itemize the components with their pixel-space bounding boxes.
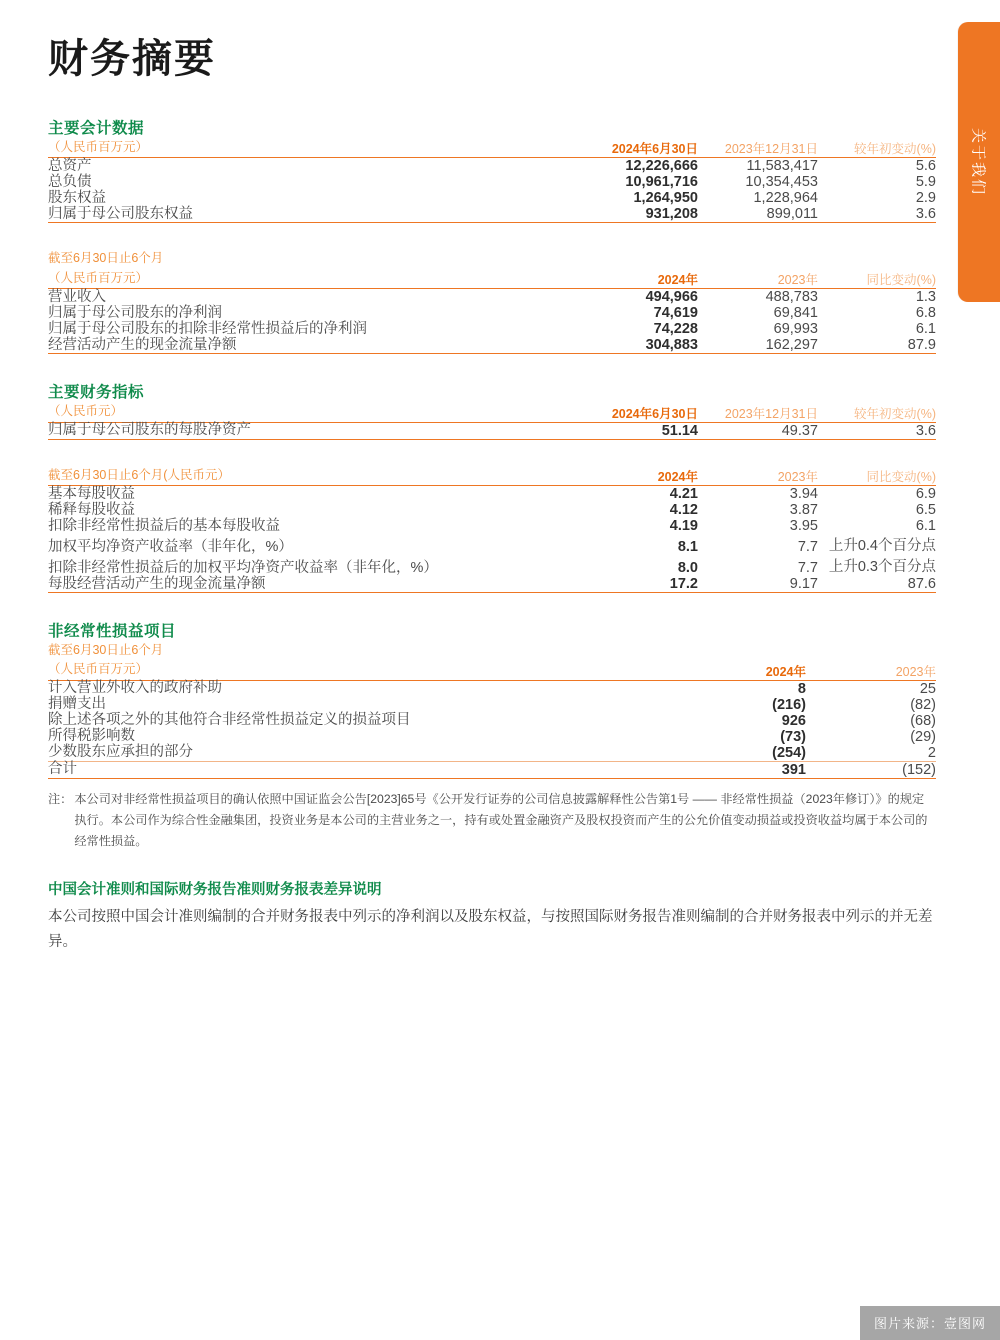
row-label: 归属于母公司股东权益: [48, 206, 568, 223]
table-header-row: [48, 138, 936, 158]
table-row: [48, 745, 936, 762]
row-value-3: 6.5: [915, 501, 936, 518]
row-value-2: 69,841: [773, 305, 818, 322]
difference-body: 本公司按照中国会计准则编制的合并财务报表中列示的净利润以及股东权益，与按照国际财务报告准则编制的合并财务报表中列示的并无差异。: [48, 908, 933, 950]
row-label: 加权平均净资产收益率（非年化，%）: [48, 538, 293, 555]
row-value-2: 9.17: [698, 576, 818, 593]
table-interim-results: [48, 249, 936, 354]
row-value-2: 899,011: [698, 206, 818, 223]
about-us-side-tab[interactable]: [958, 22, 1000, 302]
row-value-1: 10,961,716: [625, 174, 698, 191]
row-value-3: 5.9: [915, 174, 936, 191]
row-label: 稀释每股收益: [48, 501, 135, 518]
table-row: [48, 555, 936, 576]
row-label: 总负债: [48, 174, 92, 191]
column-header-1: 2024年: [678, 641, 806, 680]
row-value-3: 6.1: [915, 321, 936, 338]
row-value-3: 3.6: [818, 206, 936, 223]
footnote-marker: 注：: [48, 791, 73, 806]
table-row: [48, 289, 936, 306]
table-header-row: [48, 641, 936, 680]
column-header-1: 2024年: [568, 466, 698, 486]
column-header-3: 较年初变动(%): [818, 402, 936, 422]
row-label: 捐赠支出: [48, 696, 106, 713]
row-label: 扣除非经常性损益后的基本每股收益: [48, 517, 280, 534]
row-value-2: 3.87: [789, 501, 818, 518]
table-row: [48, 305, 936, 321]
row-value-2: 10,354,453: [745, 174, 818, 191]
row-value-3: 6.1: [915, 517, 936, 534]
total-label: 合计: [48, 761, 678, 778]
watermark: 图片来源：壹图网: [860, 1306, 1000, 1340]
row-value-1: 4.12: [669, 501, 698, 518]
table-row: [48, 697, 936, 713]
row-value-2: 1,228,964: [753, 190, 818, 207]
row-value-1: 926: [781, 712, 806, 729]
column-header-3: 同比变动(%): [818, 466, 936, 486]
table-total-row: [48, 761, 936, 778]
table-row: [48, 502, 936, 518]
row-label: 基本每股收益: [48, 485, 135, 502]
table-row: [48, 337, 936, 354]
unit-label: （人民币元）: [48, 402, 568, 422]
spacer: [48, 354, 936, 380]
row-value-2: 11,583,417: [746, 158, 818, 175]
row-value-1: 12,226,666: [625, 158, 698, 175]
row-value-2: 7.7: [797, 538, 818, 555]
table-key-financial-indicators: [48, 402, 936, 439]
table-row: [48, 321, 936, 337]
row-label: 归属于母公司股东的扣除非经常性损益后的净利润: [48, 320, 367, 337]
unit-label-block: [48, 249, 568, 288]
row-value-2: 25: [919, 680, 936, 697]
spacer: [48, 593, 936, 619]
column-header-1: 2024年6月30日: [568, 402, 698, 422]
content-column: [48, 0, 936, 955]
unit-label-line2: （人民币百万元）: [48, 662, 149, 677]
row-value-3: 87.6: [818, 576, 936, 593]
table-row: [48, 174, 936, 190]
table-header-row: [48, 466, 936, 486]
footnote-text: 本公司对非经常性损益项目的确认依照中国证监会公告[2023]65号《公开发行证券的公司信息披露解释性公告第1号 —— 非经常性损益（2023年修订）》的规定执行。本公司作为综合性金融集团，投资业务是本公司的主营业务之一，持有或处置金融资产及股权投资而产生的公允价值变动损益或投资收益均属于本公司的经常性损益。: [74, 791, 928, 848]
row-value-3: 6.8: [915, 305, 936, 322]
column-header-2: 2023年: [698, 249, 818, 288]
row-value-1: 8.0: [677, 559, 698, 576]
column-header-2: 2023年12月31日: [698, 138, 818, 158]
row-value-1: 8: [797, 680, 806, 697]
about-us-side-tab-label: 关于我们: [969, 127, 987, 197]
footnote: [48, 789, 936, 852]
column-header-1: 2024年6月30日: [568, 138, 698, 158]
row-label: 计入营业外收入的政府补助: [48, 680, 222, 697]
row-value-3: 2.9: [915, 190, 936, 207]
column-header-2: 2023年: [806, 641, 936, 680]
table-header-row: [48, 402, 936, 422]
total-value-1: 391: [678, 761, 806, 778]
row-value-2: (68): [910, 712, 936, 729]
unit-label: （人民币百万元）: [48, 138, 568, 158]
row-value-3: 3.6: [818, 422, 936, 439]
row-value-2: (82): [910, 696, 936, 713]
row-value-3: 87.9: [818, 337, 936, 354]
unit-label: 截至6月30日止6个月(人民币元）: [48, 466, 568, 486]
spacer: [48, 440, 936, 466]
table-row: [48, 206, 936, 223]
row-label: 扣除非经常性损益后的加权平均净资产收益率（非年化，%）: [48, 559, 438, 576]
row-label: 少数股东应承担的部分: [48, 745, 678, 762]
table-row: [48, 485, 936, 502]
row-value-3: 1.3: [915, 289, 936, 306]
row-value-1: (216): [772, 696, 806, 713]
row-label: 总资产: [48, 158, 92, 175]
column-header-1: 2024年: [568, 249, 698, 288]
row-label: 所得税影响数: [48, 728, 135, 745]
unit-label-line2: （人民币百万元）: [48, 270, 149, 285]
row-label: 营业收入: [48, 288, 106, 305]
row-value-1: (254): [678, 745, 806, 762]
row-label: 归属于母公司股东的每股净资产: [48, 422, 568, 439]
table-row: [48, 158, 936, 175]
difference-heading: 中国会计准则和国际财务报告准则财务报表差异说明: [48, 881, 382, 898]
row-value-1: 494,966: [645, 289, 698, 306]
spacer: [48, 82, 936, 116]
column-header-2: 2023年12月31日: [698, 402, 818, 422]
table-row: [48, 680, 936, 697]
row-value-2: 2: [806, 745, 936, 762]
row-value-1: 304,883: [568, 337, 698, 354]
row-value-1: 4.21: [669, 485, 698, 502]
table-row: [48, 422, 936, 439]
table-key-accounting-data: [48, 138, 936, 223]
row-value-2: (29): [910, 728, 936, 745]
section-heading-nonrecurring-items: 非经常性损益项目: [48, 622, 177, 640]
row-value-1: 74,228: [653, 321, 698, 338]
row-value-1: 17.2: [568, 576, 698, 593]
row-value-1: 931,208: [568, 206, 698, 223]
section-heading-key-financial-indicators: 主要财务指标: [48, 384, 145, 402]
page-title: 财务摘要: [48, 37, 216, 81]
row-value-2: 162,297: [698, 337, 818, 354]
row-value-1: 74,619: [653, 305, 698, 322]
unit-label-line1: 截至6月30日止6个月: [48, 642, 164, 657]
row-value-2: 3.94: [789, 485, 818, 502]
row-value-1: (73): [780, 728, 806, 745]
row-value-1: 1,264,950: [633, 190, 698, 207]
table-row: [48, 576, 936, 593]
total-value-2: (152): [806, 761, 936, 778]
row-value-1: 51.14: [568, 422, 698, 439]
table-row: [48, 534, 936, 555]
row-value-2: 3.95: [789, 517, 818, 534]
row-value-3: 5.6: [915, 158, 936, 175]
row-value-3: 上升0.4个百分点: [828, 537, 936, 554]
row-value-2: 488,783: [765, 289, 818, 306]
row-value-3: 上升0.3个百分点: [828, 558, 936, 575]
table-row: [48, 190, 936, 206]
table-row: [48, 518, 936, 534]
unit-label-line1: 截至6月30日止6个月: [48, 251, 164, 266]
table-header-row: [48, 249, 936, 288]
table-row: [48, 713, 936, 729]
section-heading-key-accounting-data: 主要会计数据: [48, 120, 145, 137]
row-label: 经营活动产生的现金流量净额: [48, 337, 568, 354]
row-label: 归属于母公司股东的净利润: [48, 304, 222, 321]
row-label: 除上述各项之外的其他符合非经常性损益定义的损益项目: [48, 712, 411, 729]
row-value-1: 8.1: [677, 538, 698, 555]
column-header-3: 同比变动(%): [818, 249, 936, 288]
table-per-share-indicators: [48, 466, 936, 593]
unit-label-block: [48, 641, 678, 680]
table-nonrecurring-items: [48, 641, 936, 779]
row-label: 股东权益: [48, 190, 106, 207]
column-header-2: 2023年: [698, 466, 818, 486]
row-value-3: 6.9: [915, 485, 936, 502]
row-value-2: 49.37: [698, 422, 818, 439]
column-header-3: 较年初变动(%): [818, 138, 936, 158]
spacer: [48, 223, 936, 249]
row-value-2: 69,993: [773, 321, 818, 338]
row-value-2: 7.7: [797, 559, 818, 576]
row-label: 每股经营活动产生的现金流量净额: [48, 576, 568, 593]
row-value-1: 4.19: [669, 517, 698, 534]
table-row: [48, 729, 936, 745]
